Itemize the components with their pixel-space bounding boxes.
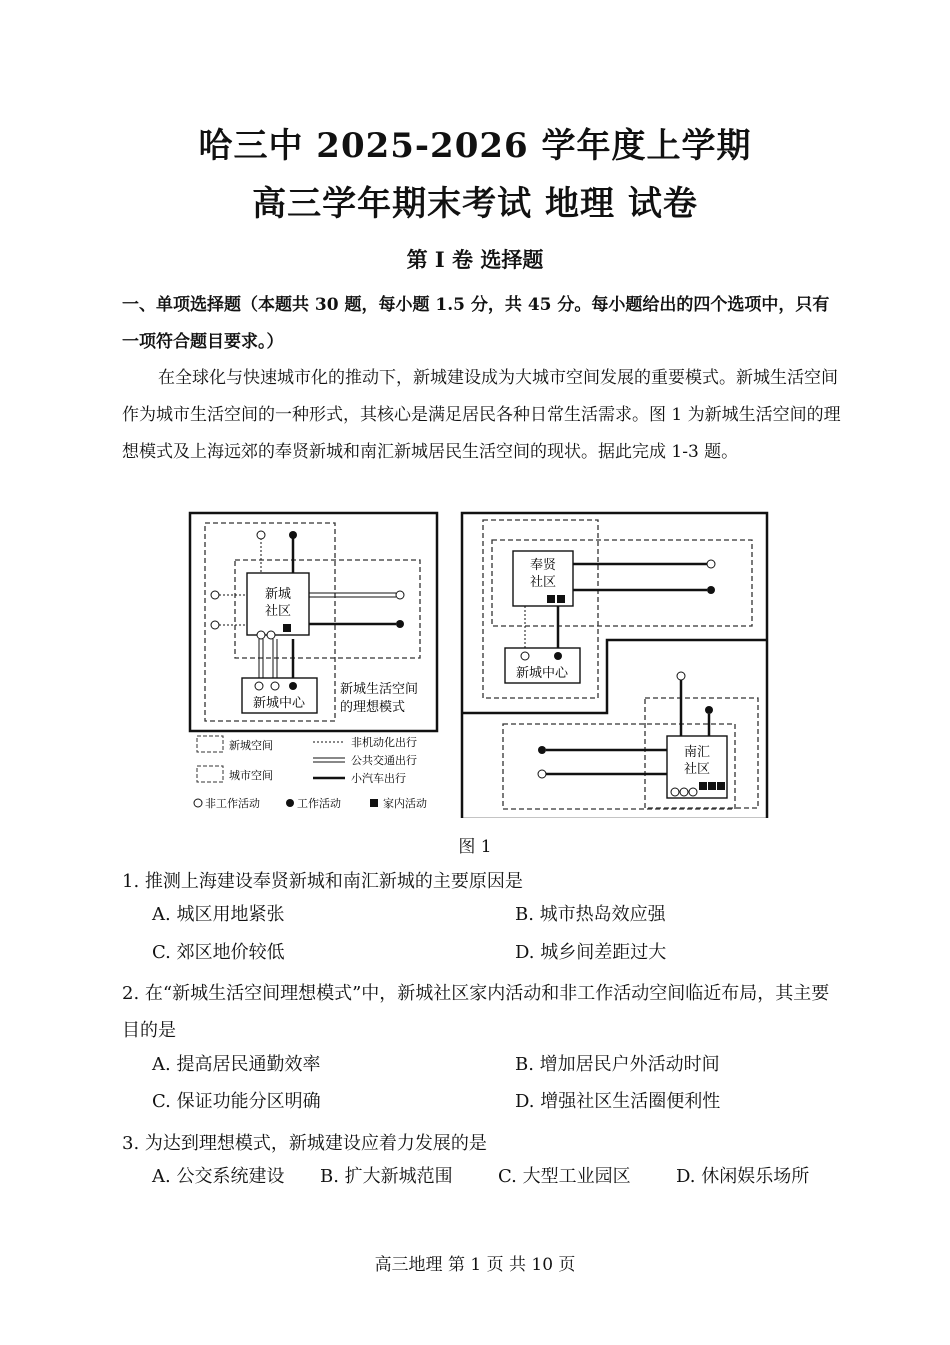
- q2-option-c[interactable]: C. 保证功能分区明确: [152, 1091, 321, 1112]
- figure-caption: 图 1: [458, 837, 492, 857]
- section-title: 第 I 卷 选择题: [406, 247, 544, 272]
- legend-car: 小汽车出行: [351, 772, 406, 785]
- work-activity-dot: [289, 531, 297, 539]
- fengxian-label-1: 奉贤: [529, 558, 557, 573]
- q3-option-c[interactable]: C. 大型工业园区: [498, 1166, 631, 1187]
- nanhui-label-1: 南汇: [683, 745, 711, 760]
- part1-heading: 一、单项选择题（本题共 30 题，每小题 1.5 分，共 45 分。每小题给出的四个选项中，只有一项符合题目要求。）: [122, 295, 830, 352]
- exam-title-line2: 高三学年期末考试 地理 试卷: [252, 184, 698, 224]
- ideal-model-label-1: 新城生活空间: [340, 682, 419, 697]
- legend-city-space: 城市空间: [229, 769, 273, 782]
- ideal-community-label-2: 社区: [264, 604, 292, 619]
- non-work-activity-dot: [257, 531, 265, 539]
- figure-1-diagram: [185, 508, 775, 818]
- q2-option-a[interactable]: A. 提高居民通勤效率: [152, 1054, 321, 1075]
- legend-new-city-space: 新城空间: [229, 739, 273, 752]
- fengxian-label-2: 社区: [529, 575, 557, 590]
- q1-option-d[interactable]: D. 城乡间差距过大: [515, 942, 667, 963]
- legend-home: 家内活动: [383, 797, 427, 810]
- ideal-model-label-2: 的理想模式: [340, 700, 406, 715]
- q2-option-d[interactable]: D. 增强社区生活圈便利性: [515, 1091, 721, 1112]
- page-footer: 高三地理 第 1 页 共 10 页: [374, 1255, 576, 1275]
- q3-option-d[interactable]: D. 休闲娱乐场所: [676, 1166, 810, 1187]
- ideal-center-label: 新城中心: [252, 696, 306, 711]
- legend-public-transit: 公共交通出行: [351, 754, 417, 767]
- nanhui-label-2: 社区: [683, 762, 711, 777]
- q3-option-b[interactable]: B. 扩大新城范围: [320, 1166, 453, 1187]
- q3-option-a[interactable]: A. 公交系统建设: [152, 1166, 285, 1187]
- q1-option-a[interactable]: A. 城区用地紧张: [152, 904, 285, 925]
- question-1-stem: 1. 推测上海建设奉贤新城和南汇新城的主要原因是: [122, 871, 523, 892]
- fengxian-center-label: 新城中心: [515, 666, 569, 681]
- question-3-stem: 3. 为达到理想模式，新城建设应着力发展的是: [122, 1133, 487, 1154]
- ideal-community-label-1: 新城: [264, 587, 292, 602]
- q1-option-c[interactable]: C. 郊区地价较低: [152, 942, 285, 963]
- question-2-stem: 2. 在“新城生活空间理想模式”中，新城社区家内活动和非工作活动空间临近布局，其主要目的是: [122, 983, 830, 1041]
- exam-title-line1: 哈三中 2025-2026 学年度上学期: [198, 126, 752, 166]
- legend-work: 工作活动: [297, 797, 341, 810]
- legend-non-work: 非工作活动: [205, 797, 260, 810]
- part1-intro: 在全球化与快速城市化的推动下，新城建设成为大城市空间发展的重要模式。新城生活空间作为城市生活空间的一种形式，其核心是满足居民各种日常生活需求。图 1 为新城生活空间的理想模式及上海远郊的奉贤新城和南汇新城居民生活空间的现状。据此完成 1-3 题。: [122, 368, 841, 462]
- q1-option-b[interactable]: B. 城市热岛效应强: [515, 904, 666, 925]
- legend-non-motor: 非机动化出行: [351, 736, 417, 749]
- home-activity-marker: [283, 624, 291, 632]
- q2-option-b[interactable]: B. 增加居民户外活动时间: [515, 1054, 720, 1075]
